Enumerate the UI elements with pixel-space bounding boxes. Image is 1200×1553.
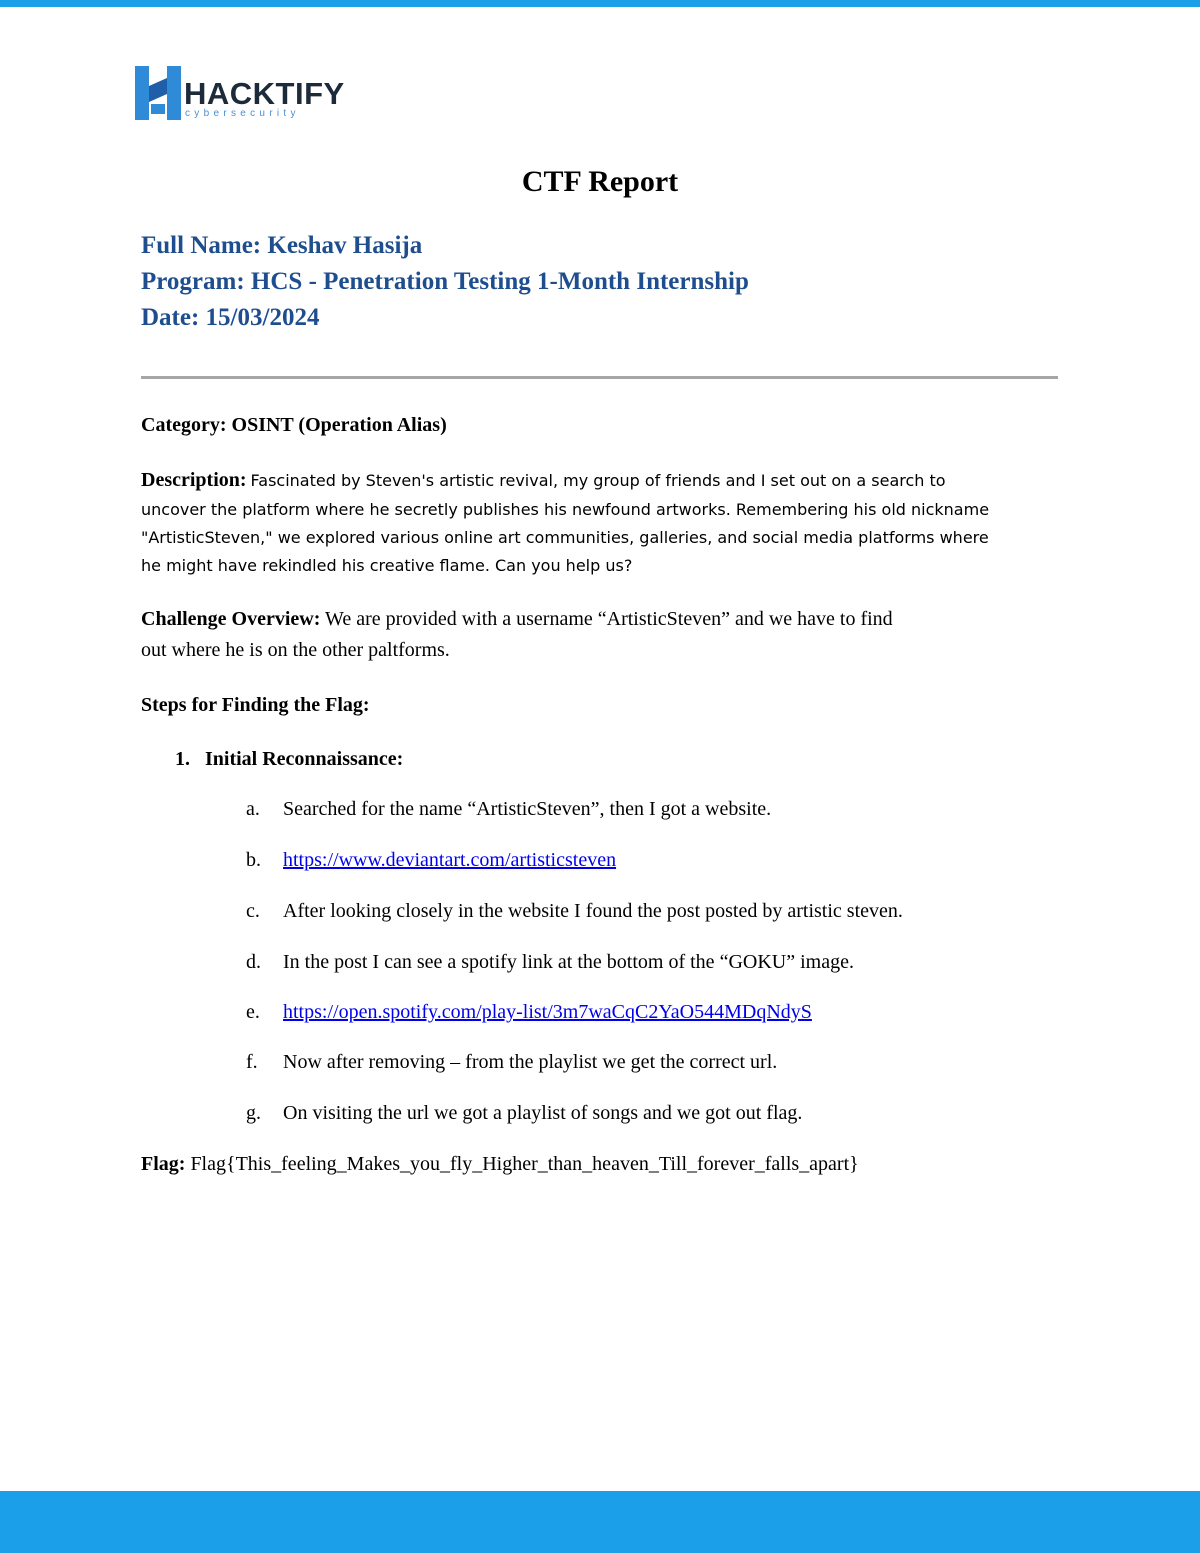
report-meta: [141, 228, 749, 336]
substep-letter: e.: [246, 1001, 260, 1023]
spotify-link[interactable]: https://open.spotify.com/play-list/3m7waCqC2YaO544MDqNdyS: [283, 1001, 812, 1023]
logo-wordmark: HACKTIFY: [184, 76, 345, 111]
hacktify-logo-mark-icon: [133, 64, 183, 122]
flag-label: Flag:: [141, 1153, 186, 1175]
description-line: Fascinated by Steven's artistic revival, my group of friends and I set out on a search to: [250, 471, 946, 490]
hacktify-logo: [133, 64, 345, 124]
description-line: "ArtisticSteven," we explored various online art communities, galleries, and social media platforms where: [141, 528, 989, 547]
step-number: 1.: [175, 748, 190, 770]
description-line: uncover the platform where he secretly publishes his newfound artworks. Remembering his old nickname: [141, 500, 990, 519]
step-1: [175, 746, 403, 772]
overview-text: out where he is on the other paltforms.: [141, 639, 450, 661]
report-date: Date: 15/03/2024: [141, 304, 320, 331]
description: [141, 466, 1061, 580]
substep-letter: b.: [246, 849, 261, 871]
step-title: Initial Reconnaissance:: [205, 748, 404, 770]
challenge-overview: [141, 604, 893, 666]
substep-text: Now after removing – from the playlist we get the correct url.: [283, 1051, 778, 1073]
substep-text: In the post I can see a spotify link at the bottom of the “GOKU” image.: [283, 951, 854, 973]
deviantart-link[interactable]: https://www.deviantart.com/artisticsteven: [283, 849, 617, 871]
flag-value: Flag{This_feeling_Makes_you_fly_Higher_than_heaven_Till_forever_falls_apart}: [190, 1153, 859, 1175]
category: Category: OSINT (Operation Alias): [141, 414, 447, 436]
substep-letter: d.: [246, 951, 261, 973]
substep-letter: g.: [246, 1102, 261, 1124]
logo-tagline: cybersecurity: [185, 108, 300, 119]
description-label: Description:: [141, 469, 247, 491]
report-title: CTF Report: [521, 165, 679, 198]
substep-text: Searched for the name “ArtisticSteven”, then I got a website.: [283, 798, 772, 820]
substep-letter: c.: [246, 900, 260, 922]
program: Program: HCS - Penetration Testing 1-Month Internship: [141, 268, 749, 295]
substep-letter: f.: [246, 1051, 258, 1073]
horizontal-divider: [141, 376, 1058, 379]
bottom-accent-bar: [0, 1491, 1200, 1553]
substep-text: After looking closely in the website I found the post posted by artistic steven.: [283, 900, 903, 922]
overview-text: We are provided with a username “ArtisticSteven” and we have to find: [325, 608, 893, 630]
flag: [141, 1151, 859, 1177]
substep-letter: a.: [246, 798, 260, 820]
top-accent-bar: [0, 0, 1200, 7]
description-line: he might have rekindled his creative flame. Can you help us?: [141, 556, 633, 575]
substep-text: On visiting the url we got a playlist of songs and we got out flag.: [283, 1102, 803, 1124]
full-name: Full Name: Keshav Hasija: [141, 232, 423, 259]
overview-label: Challenge Overview:: [141, 608, 321, 630]
steps-heading: Steps for Finding the Flag:: [141, 694, 370, 716]
